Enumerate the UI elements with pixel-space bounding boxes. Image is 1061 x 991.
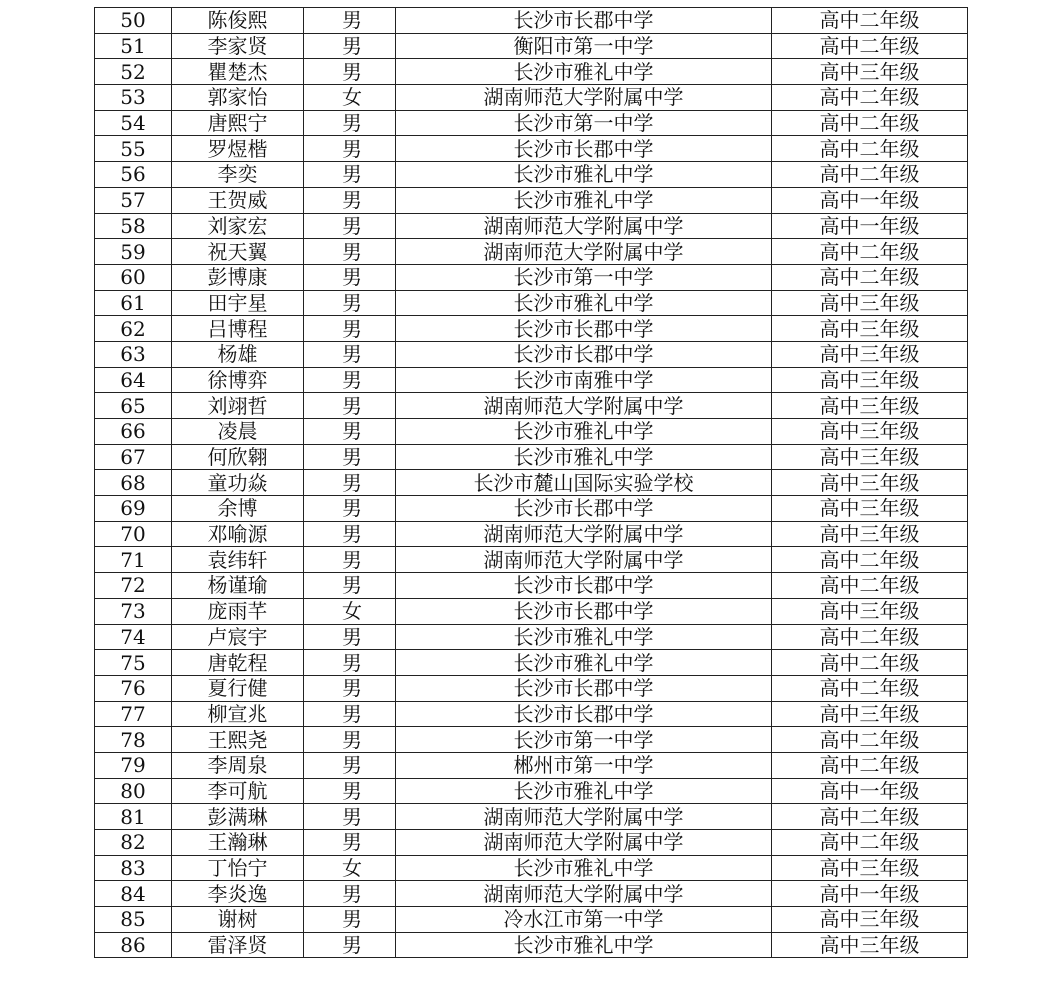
table-row [95, 727, 968, 753]
cell-gender: 男 [304, 213, 396, 239]
cell-gender: 男 [304, 393, 396, 419]
table-row [95, 881, 968, 907]
cell-name: 祝天翼 [172, 239, 304, 265]
cell-school: 冷水江市第一中学 [396, 907, 772, 933]
cell-school: 湖南师范大学附属中学 [396, 85, 772, 111]
cell-gender: 男 [304, 316, 396, 342]
cell-name: 吕博程 [172, 316, 304, 342]
cell-number: 86 [95, 932, 172, 958]
cell-school: 长沙市长郡中学 [396, 341, 772, 367]
cell-grade: 高中二年级 [772, 727, 968, 753]
cell-school: 长沙市雅礼中学 [396, 59, 772, 85]
cell-name: 童功焱 [172, 470, 304, 496]
cell-name: 李炎逸 [172, 881, 304, 907]
cell-number: 83 [95, 855, 172, 881]
cell-number: 52 [95, 59, 172, 85]
cell-gender: 男 [304, 136, 396, 162]
cell-gender: 男 [304, 727, 396, 753]
cell-school: 长沙市雅礼中学 [396, 932, 772, 958]
cell-number: 75 [95, 650, 172, 676]
cell-school: 长沙市第一中学 [396, 264, 772, 290]
cell-school: 长沙市第一中学 [396, 727, 772, 753]
cell-number: 77 [95, 701, 172, 727]
cell-number: 64 [95, 367, 172, 393]
cell-grade: 高中二年级 [772, 136, 968, 162]
cell-school: 长沙市第一中学 [396, 110, 772, 136]
cell-name: 彭博康 [172, 264, 304, 290]
cell-gender: 男 [304, 367, 396, 393]
cell-grade: 高中二年级 [772, 239, 968, 265]
cell-school: 衡阳市第一中学 [396, 33, 772, 59]
table-row [95, 316, 968, 342]
cell-gender: 男 [304, 521, 396, 547]
cell-grade: 高中二年级 [772, 752, 968, 778]
cell-school: 湖南师范大学附属中学 [396, 393, 772, 419]
cell-gender: 男 [304, 675, 396, 701]
cell-school: 长沙市雅礼中学 [396, 624, 772, 650]
cell-name: 杨谨瑜 [172, 573, 304, 599]
cell-gender: 男 [304, 341, 396, 367]
cell-number: 68 [95, 470, 172, 496]
cell-gender: 男 [304, 881, 396, 907]
cell-gender: 男 [304, 496, 396, 522]
cell-school: 长沙市麓山国际实验学校 [396, 470, 772, 496]
cell-grade: 高中二年级 [772, 547, 968, 573]
cell-gender: 男 [304, 290, 396, 316]
cell-number: 51 [95, 33, 172, 59]
table-row [95, 444, 968, 470]
cell-number: 53 [95, 85, 172, 111]
cell-school: 长沙市长郡中学 [396, 598, 772, 624]
cell-name: 王瀚琳 [172, 830, 304, 856]
table-row [95, 598, 968, 624]
cell-school: 长沙市南雅中学 [396, 367, 772, 393]
table-row [95, 264, 968, 290]
cell-grade: 高中二年级 [772, 264, 968, 290]
table-row [95, 290, 968, 316]
cell-number: 67 [95, 444, 172, 470]
cell-school: 长沙市长郡中学 [396, 136, 772, 162]
cell-gender: 男 [304, 419, 396, 445]
cell-number: 76 [95, 675, 172, 701]
cell-grade: 高中一年级 [772, 187, 968, 213]
cell-grade: 高中一年级 [772, 213, 968, 239]
cell-grade: 高中三年级 [772, 470, 968, 496]
cell-school: 长沙市长郡中学 [396, 675, 772, 701]
cell-school: 湖南师范大学附属中学 [396, 804, 772, 830]
table-row [95, 855, 968, 881]
cell-name: 凌晨 [172, 419, 304, 445]
cell-number: 70 [95, 521, 172, 547]
table-row [95, 907, 968, 933]
cell-grade: 高中二年级 [772, 830, 968, 856]
cell-gender: 男 [304, 752, 396, 778]
cell-number: 54 [95, 110, 172, 136]
cell-gender: 男 [304, 907, 396, 933]
table-row [95, 59, 968, 85]
cell-gender: 男 [304, 8, 396, 34]
cell-grade: 高中二年级 [772, 573, 968, 599]
table-row [95, 521, 968, 547]
cell-grade: 高中三年级 [772, 701, 968, 727]
cell-name: 杨雄 [172, 341, 304, 367]
cell-grade: 高中一年级 [772, 881, 968, 907]
cell-grade: 高中三年级 [772, 855, 968, 881]
table-row [95, 213, 968, 239]
cell-name: 余博 [172, 496, 304, 522]
cell-number: 85 [95, 907, 172, 933]
cell-gender: 男 [304, 701, 396, 727]
cell-school: 长沙市长郡中学 [396, 316, 772, 342]
table-row [95, 162, 968, 188]
cell-grade: 高中三年级 [772, 907, 968, 933]
table-row [95, 496, 968, 522]
cell-number: 61 [95, 290, 172, 316]
cell-name: 李可航 [172, 778, 304, 804]
cell-name: 卢宸宇 [172, 624, 304, 650]
table-row [95, 932, 968, 958]
cell-grade: 高中二年级 [772, 650, 968, 676]
table-row [95, 239, 968, 265]
cell-name: 邓喻源 [172, 521, 304, 547]
cell-gender: 男 [304, 239, 396, 265]
cell-school: 长沙市雅礼中学 [396, 444, 772, 470]
table-row [95, 470, 968, 496]
cell-name: 唐乾程 [172, 650, 304, 676]
table-row [95, 830, 968, 856]
table-row [95, 85, 968, 111]
cell-school: 湖南师范大学附属中学 [396, 547, 772, 573]
cell-number: 74 [95, 624, 172, 650]
cell-name: 郭家怡 [172, 85, 304, 111]
cell-name: 田宇星 [172, 290, 304, 316]
cell-gender: 男 [304, 547, 396, 573]
table-row [95, 33, 968, 59]
table-row [95, 341, 968, 367]
cell-name: 徐博弈 [172, 367, 304, 393]
cell-grade: 高中一年级 [772, 778, 968, 804]
cell-name: 谢树 [172, 907, 304, 933]
cell-name: 王贺威 [172, 187, 304, 213]
cell-grade: 高中三年级 [772, 932, 968, 958]
cell-name: 王熙尧 [172, 727, 304, 753]
cell-gender: 男 [304, 932, 396, 958]
cell-name: 瞿楚杰 [172, 59, 304, 85]
cell-grade: 高中三年级 [772, 367, 968, 393]
cell-number: 60 [95, 264, 172, 290]
cell-grade: 高中三年级 [772, 59, 968, 85]
table-row [95, 419, 968, 445]
cell-number: 78 [95, 727, 172, 753]
cell-grade: 高中三年级 [772, 419, 968, 445]
cell-gender: 男 [304, 470, 396, 496]
roster-table [94, 7, 968, 958]
table-row [95, 804, 968, 830]
cell-name: 夏行健 [172, 675, 304, 701]
cell-gender: 男 [304, 33, 396, 59]
cell-school: 长沙市雅礼中学 [396, 187, 772, 213]
cell-school: 湖南师范大学附属中学 [396, 239, 772, 265]
cell-name: 刘翊哲 [172, 393, 304, 419]
cell-school: 长沙市长郡中学 [396, 701, 772, 727]
cell-grade: 高中二年级 [772, 85, 968, 111]
cell-grade: 高中二年级 [772, 624, 968, 650]
cell-gender: 男 [304, 804, 396, 830]
cell-grade: 高中三年级 [772, 444, 968, 470]
cell-grade: 高中二年级 [772, 162, 968, 188]
cell-grade: 高中三年级 [772, 393, 968, 419]
table-row [95, 650, 968, 676]
cell-school: 长沙市长郡中学 [396, 496, 772, 522]
cell-name: 丁怡宁 [172, 855, 304, 881]
cell-school: 长沙市雅礼中学 [396, 650, 772, 676]
cell-school: 湖南师范大学附属中学 [396, 521, 772, 547]
cell-number: 62 [95, 316, 172, 342]
cell-gender: 男 [304, 573, 396, 599]
cell-gender: 男 [304, 59, 396, 85]
cell-gender: 男 [304, 110, 396, 136]
cell-number: 82 [95, 830, 172, 856]
cell-school: 长沙市雅礼中学 [396, 290, 772, 316]
cell-school: 长沙市长郡中学 [396, 573, 772, 599]
cell-school: 长沙市雅礼中学 [396, 778, 772, 804]
cell-gender: 男 [304, 650, 396, 676]
cell-gender: 男 [304, 778, 396, 804]
cell-gender: 男 [304, 264, 396, 290]
cell-school: 湖南师范大学附属中学 [396, 830, 772, 856]
cell-number: 84 [95, 881, 172, 907]
table-row [95, 367, 968, 393]
table-row [95, 752, 968, 778]
cell-school: 长沙市雅礼中学 [396, 419, 772, 445]
cell-gender: 男 [304, 830, 396, 856]
cell-name: 柳宣兆 [172, 701, 304, 727]
cell-school: 湖南师范大学附属中学 [396, 881, 772, 907]
cell-grade: 高中二年级 [772, 110, 968, 136]
cell-school: 长沙市雅礼中学 [396, 162, 772, 188]
cell-gender: 男 [304, 162, 396, 188]
cell-name: 唐熙宁 [172, 110, 304, 136]
table-row [95, 393, 968, 419]
cell-name: 彭满琳 [172, 804, 304, 830]
cell-grade: 高中三年级 [772, 496, 968, 522]
cell-gender: 男 [304, 444, 396, 470]
cell-school: 长沙市长郡中学 [396, 8, 772, 34]
cell-name: 何欣翱 [172, 444, 304, 470]
table-row [95, 547, 968, 573]
cell-school: 长沙市雅礼中学 [396, 855, 772, 881]
cell-grade: 高中三年级 [772, 521, 968, 547]
cell-number: 63 [95, 341, 172, 367]
cell-grade: 高中三年级 [772, 598, 968, 624]
cell-gender: 男 [304, 187, 396, 213]
cell-grade: 高中三年级 [772, 290, 968, 316]
cell-number: 72 [95, 573, 172, 599]
table-row [95, 573, 968, 599]
table-row [95, 778, 968, 804]
cell-name: 雷泽贤 [172, 932, 304, 958]
cell-name: 李奕 [172, 162, 304, 188]
roster-table-body [95, 8, 968, 958]
table-row [95, 110, 968, 136]
table-row [95, 701, 968, 727]
cell-school: 郴州市第一中学 [396, 752, 772, 778]
cell-number: 69 [95, 496, 172, 522]
cell-number: 73 [95, 598, 172, 624]
cell-number: 66 [95, 419, 172, 445]
cell-number: 80 [95, 778, 172, 804]
cell-name: 刘家宏 [172, 213, 304, 239]
cell-gender: 女 [304, 85, 396, 111]
cell-gender: 女 [304, 855, 396, 881]
cell-grade: 高中二年级 [772, 804, 968, 830]
cell-grade: 高中二年级 [772, 8, 968, 34]
cell-name: 李家贤 [172, 33, 304, 59]
cell-number: 57 [95, 187, 172, 213]
cell-school: 湖南师范大学附属中学 [396, 213, 772, 239]
table-row [95, 624, 968, 650]
table-row [95, 675, 968, 701]
cell-grade: 高中三年级 [772, 341, 968, 367]
cell-number: 71 [95, 547, 172, 573]
cell-number: 79 [95, 752, 172, 778]
cell-number: 59 [95, 239, 172, 265]
cell-name: 罗煜楷 [172, 136, 304, 162]
table-row [95, 8, 968, 34]
cell-number: 55 [95, 136, 172, 162]
cell-number: 56 [95, 162, 172, 188]
cell-number: 81 [95, 804, 172, 830]
cell-number: 65 [95, 393, 172, 419]
table-row [95, 136, 968, 162]
cell-gender: 男 [304, 624, 396, 650]
cell-name: 李周泉 [172, 752, 304, 778]
cell-gender: 女 [304, 598, 396, 624]
cell-number: 58 [95, 213, 172, 239]
cell-number: 50 [95, 8, 172, 34]
table-row [95, 187, 968, 213]
cell-name: 陈俊熙 [172, 8, 304, 34]
cell-name: 庞雨芊 [172, 598, 304, 624]
cell-grade: 高中二年级 [772, 33, 968, 59]
cell-grade: 高中二年级 [772, 675, 968, 701]
cell-grade: 高中三年级 [772, 316, 968, 342]
cell-name: 袁纬轩 [172, 547, 304, 573]
